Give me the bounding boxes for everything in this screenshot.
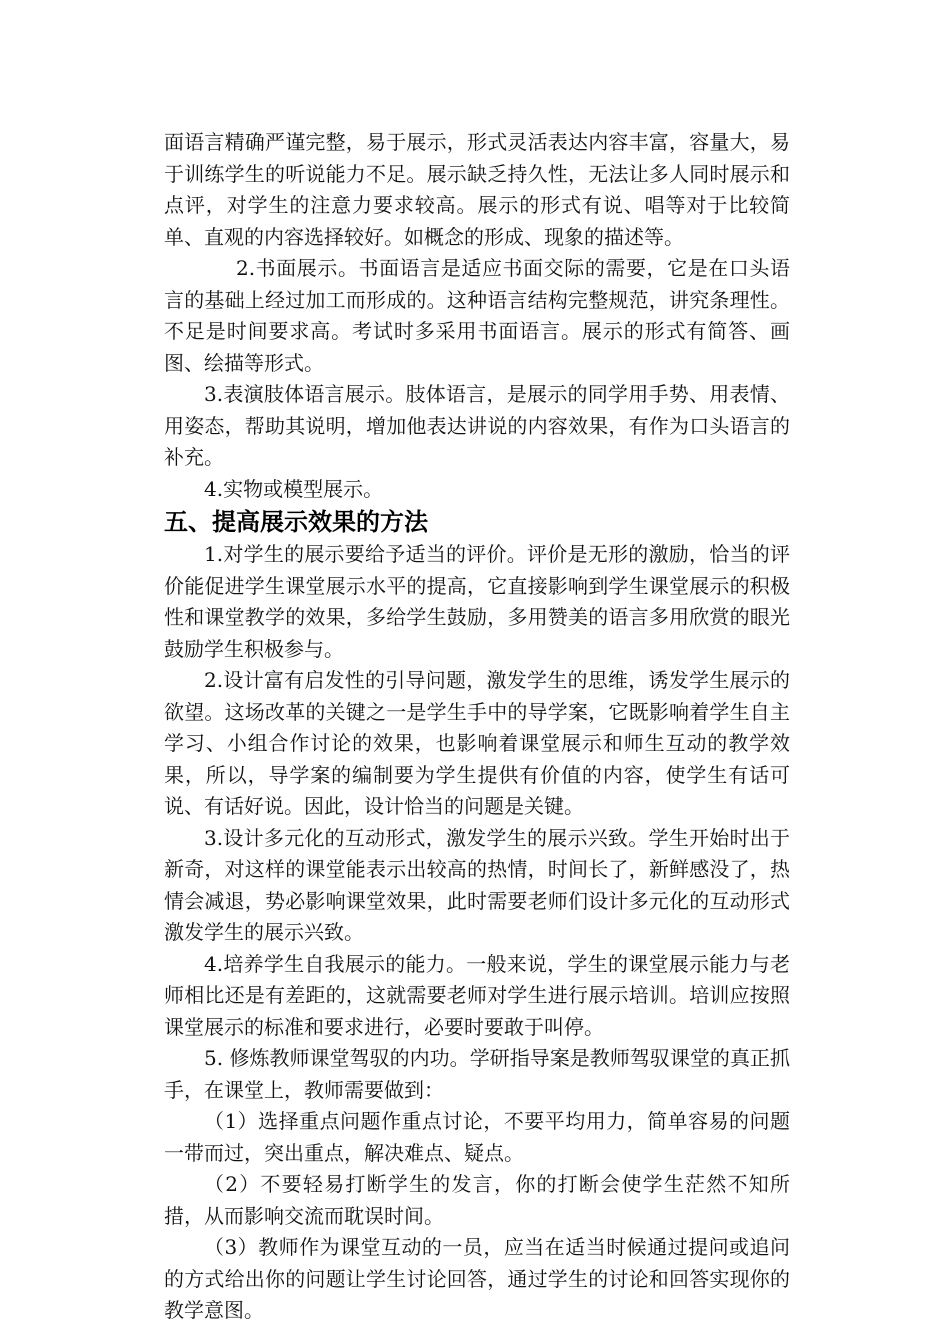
paragraph-method-2: 2.设计富有启发性的引导问题，激发学生的思维，诱发学生展示的欲望。这场改革的关键之一是学生手中的导学案，它既影响着学生自主学习、小组合作讨论的效果，也影响着课堂展示和师生互动的教学效果，所以，导学案的编制要为学生提供有价值的内容，使学生有话可说、有话好说。因此，设计恰当的问题是关键。	[164, 668, 790, 818]
paragraph-written-display: 2.书面展示。书面语言是适应书面交际的需要，它是在口头语言的基础上经过加工而形成的。这种语言结构完整规范，讲究条理性。不足是时间要求高。考试时多采用书面语言。展示的形式有简答、画图、绘描等形式。	[164, 256, 790, 375]
paragraph-method-4: 4.培养学生自我展示的能力。一般来说，学生的课堂展示能力与老师相比还是有差距的，这就需要老师对学生进行展示培训。培训应按照课堂展示的标准和要求进行，必要时要敢于叫停。	[164, 951, 790, 1039]
document-body	[164, 127, 790, 1327]
paragraph-method-5: 5. 修炼教师课堂驾驭的内功。学研指导案是教师驾驭课堂的真正抓手，在课堂上，教师需要做到：	[164, 1046, 790, 1102]
paragraph-continuation: 面语言精确严谨完整，易于展示，形式灵活表达内容丰富，容量大，易于训练学生的听说能力不足。展示缺乏持久性，无法让多人同时展示和点评，对学生的注意力要求较高。展示的形式有说、唱等对于比较简单、直观的内容选择较好。如概念的形成、现象的描述等。	[164, 130, 790, 249]
paragraph-method-1: 1.对学生的展示要给予适当的评价。评价是无形的激励，恰当的评价能促进学生课堂展示水平的提高，它直接影响到学生课堂展示的积极性和课堂教学的效果，多给学生鼓励，多用赞美的语言多用欣赏的眼光鼓励学生积极参与。	[164, 542, 790, 661]
paragraph-body-language-display: 3.表演肢体语言展示。肢体语言，是展示的同学用手势、用表情、用姿态，帮助其说明，增加他表达讲说的内容效果，有作为口头语言的补充。	[164, 382, 790, 469]
paragraph-sub-item-2: （2）不要轻易打断学生的发言，你的打断会使学生茫然不知所措，从而影响交流而耽误时间。	[164, 1172, 790, 1228]
paragraph-object-model-display: 4.实物或模型展示。	[204, 476, 384, 501]
paragraph-sub-item-1: （1）选择重点问题作重点讨论，不要平均用力，简单容易的问题一带而过，突出重点，解决难点、疑点。	[164, 1109, 790, 1165]
paragraph-sub-item-3: （3）教师作为课堂互动的一员，应当在适当时候通过提问或追问的方式给出你的问题让学生讨论回答，通过学生的讨论和回答实现你的教学意图。	[164, 1235, 790, 1322]
section-heading: 五、提高展示效果的方法	[164, 508, 428, 536]
paragraph-method-3: 3.设计多元化的互动形式，激发学生的展示兴致。学生开始时出于新奇，对这样的课堂能表示出较高的热情，时间长了，新鲜感没了，热情会减退，势必影响课堂效果，此时需要老师们设计多元化的互动形式激发学生的展示兴致。	[164, 825, 790, 944]
